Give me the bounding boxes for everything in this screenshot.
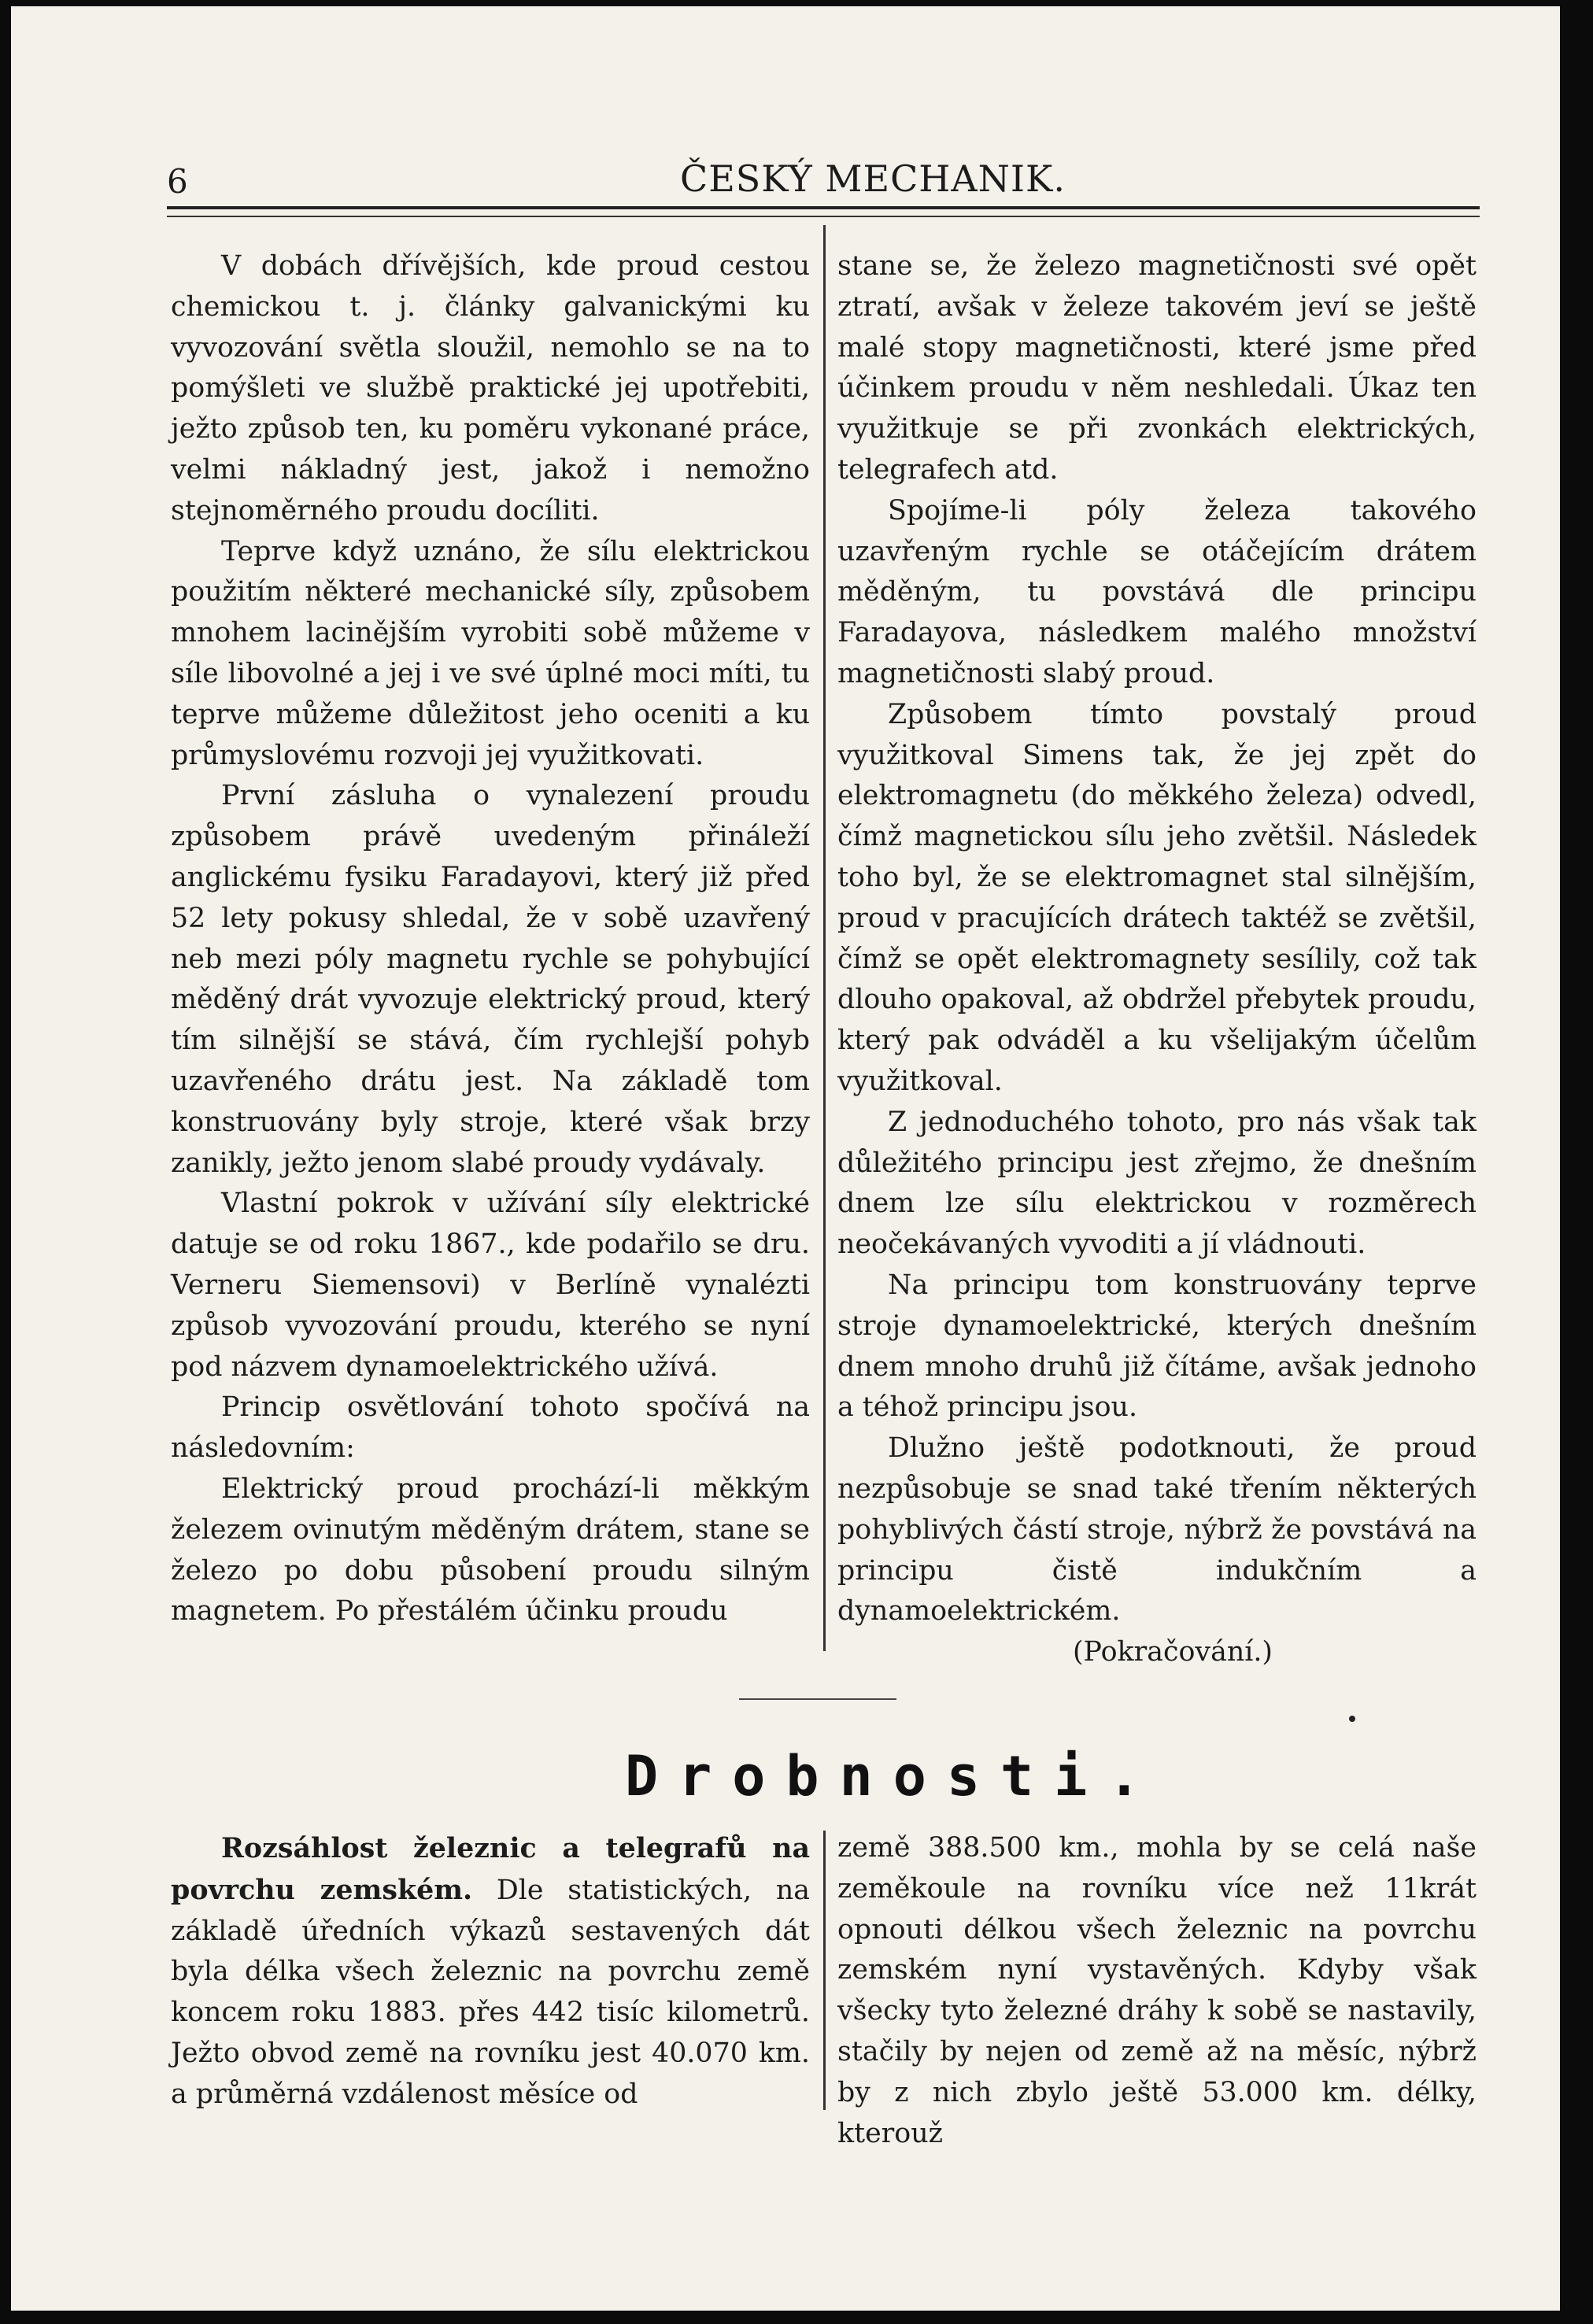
section-right-column	[837, 1828, 1477, 2154]
continued-note: (Pokračování.)	[1072, 1636, 1273, 1668]
news-item	[171, 1828, 810, 2115]
paragraph: Spojíme-li póly železa takového uzavřeným rychle se otáčejícím drátem měděným, tu povstává dle principu Faradayova, následkem malého množství magnetičnosti slabý proud.	[837, 494, 1477, 689]
header-rule-thin	[167, 216, 1480, 217]
paragraph: Teprve když uznáno, že sílu elektrickou použitím některé mechanické síly, způsobem mnohem lacinějším vyrobiti sobě můžeme v síle libovolné a jej i ve své úplné moci míti, tu teprve můžeme důležitost jeho oceniti a ku průmyslovému rozvoji jej využitkovati.	[171, 535, 810, 771]
page	[11, 6, 1560, 2311]
column-divider	[823, 225, 826, 1651]
paragraph: Na principu tom konstruovány teprve stroje dynamoelektrické, kterých dnešním dnem mnoho druhů již čítáme, avšak jednoho a téhož principu jsou.	[837, 1269, 1477, 1424]
paragraph: Vlastní pokrok v užívání síly elektrické datuje se od roku 1867., kde podařilo se dru. Verneru Siemensovi) v Berlíně vynalézti způsob vyvozování proudu, kterého se nyní pod názvem dynamoelektrického užívá.	[171, 1188, 810, 1383]
journal-title: ČESKÝ MECHANIK.	[680, 157, 1066, 200]
decorative-dot	[1349, 1716, 1355, 1722]
news-item-text: Dle statistických, na základě úředních výkazů sestavených dát byla délka všech železnic na povrchu země koncem roku 1883. přes 442 tisíc kilometrů. Ježto obvod země na rovníku jest 40.070 km. a průměrná vzdálenost měsíce od	[171, 1874, 810, 2110]
news-item-continued: země 388.500 km., mohla by se celá naše zeměkoule na rovníku více než 11krát opnouti délkou všech železnic na povrchu zemském nyní vystavěných. Kdyby však všecky tyto železné dráhy k sobě se nastavily, stačily by nejen od země až na měsíc, nýbrž by z nich zbylo ještě 53.000 km. délky, kterouž	[837, 1832, 1477, 2149]
paragraph: Dlužno ještě podotknouti, že proud nezpůsobuje se snad také třením některých pohyblivých částí stroje, nýbrž že povstává na principu čistě indukčním a dynamoelektrickém.	[837, 1432, 1477, 1628]
paragraph: Způsobem tímto povstalý proud využitkoval Simens tak, že jej zpět do elektromagnetu (do měkkého železa) odvedl, čímž magnetickou sílu jeho zvětšil. Následek toho byl, že se elektromagnet stal silnějším, proud v pracujících drátech taktéž se zvětšil, čímž se opět elektromagnety sesílily, což tak dlouho opakoval, až obdržel přebytek proudu, který pak odváděl a ku všelijakým účelům využitkoval.	[837, 698, 1477, 1097]
section-left-column	[171, 1828, 810, 2115]
article-left-column	[171, 246, 810, 1632]
article-right-column	[837, 246, 1477, 1673]
paragraph: Elektrický proud prochází-li měkkým železem ovinutým měděným drátem, stane se železo po dobu působení proudu silným magnetem. Po přestálém účinku proudu	[171, 1472, 810, 1628]
column-divider	[823, 1831, 826, 2110]
paragraph: První zásluha o vynalezení proudu způsobem právě uvedeným přináleží anglickému fysiku Faradayovi, který již před 52 lety pokusy shledal, že v sobě uzavřený neb mezi póly magnetu rychle se pohybující měděný drát vyvozuje elektrický proud, který tím silnější se stává, čím rychlejší pohyb uzavřeného drátu jest. Na základě tom konstruovány byly stroje, které však brzy zanikly, ježto jenom slabé proudy vydávaly.	[171, 780, 810, 1179]
page-number: 6	[167, 162, 188, 201]
section-separator	[739, 1698, 896, 1700]
news-item-title: Rozsáhlost železnic a telegrafů na povrchu zemském.	[171, 1832, 810, 1906]
paragraph: V dobách dřívějších, kde proud cestou chemickou t. j. články galvanickými ku vyvozování světla sloužil, nemohlo se na to pomýšleti ve službě praktické jej upotřebiti, ježto způsob ten, ku poměru vykonané práce, velmi nákladný jest, jakož i nemožno stejnoměrného proudu docíliti.	[171, 250, 810, 527]
paragraph: Princip osvětlování tohoto spočívá na následovním:	[171, 1391, 810, 1465]
paragraph: stane se, že železo magnetičnosti své opět ztratí, avšak v železe takovém jeví se ještě malé stopy magnetičnosti, které jsme před účinkem proudu v něm neshledali. Úkaz ten využitkuje se při zvonkách elektrických, telegrafech atd.	[837, 250, 1477, 486]
paragraph: Z jednoduchého tohoto, pro nás však tak důležitého principu jest zřejmo, že dnešním dnem lze sílu elektrickou v rozměrech neočekávaných vyvoditi a jí vládnouti.	[837, 1106, 1477, 1261]
section-title: Drobnosti.	[625, 1744, 1162, 1809]
header-rule	[167, 206, 1480, 209]
